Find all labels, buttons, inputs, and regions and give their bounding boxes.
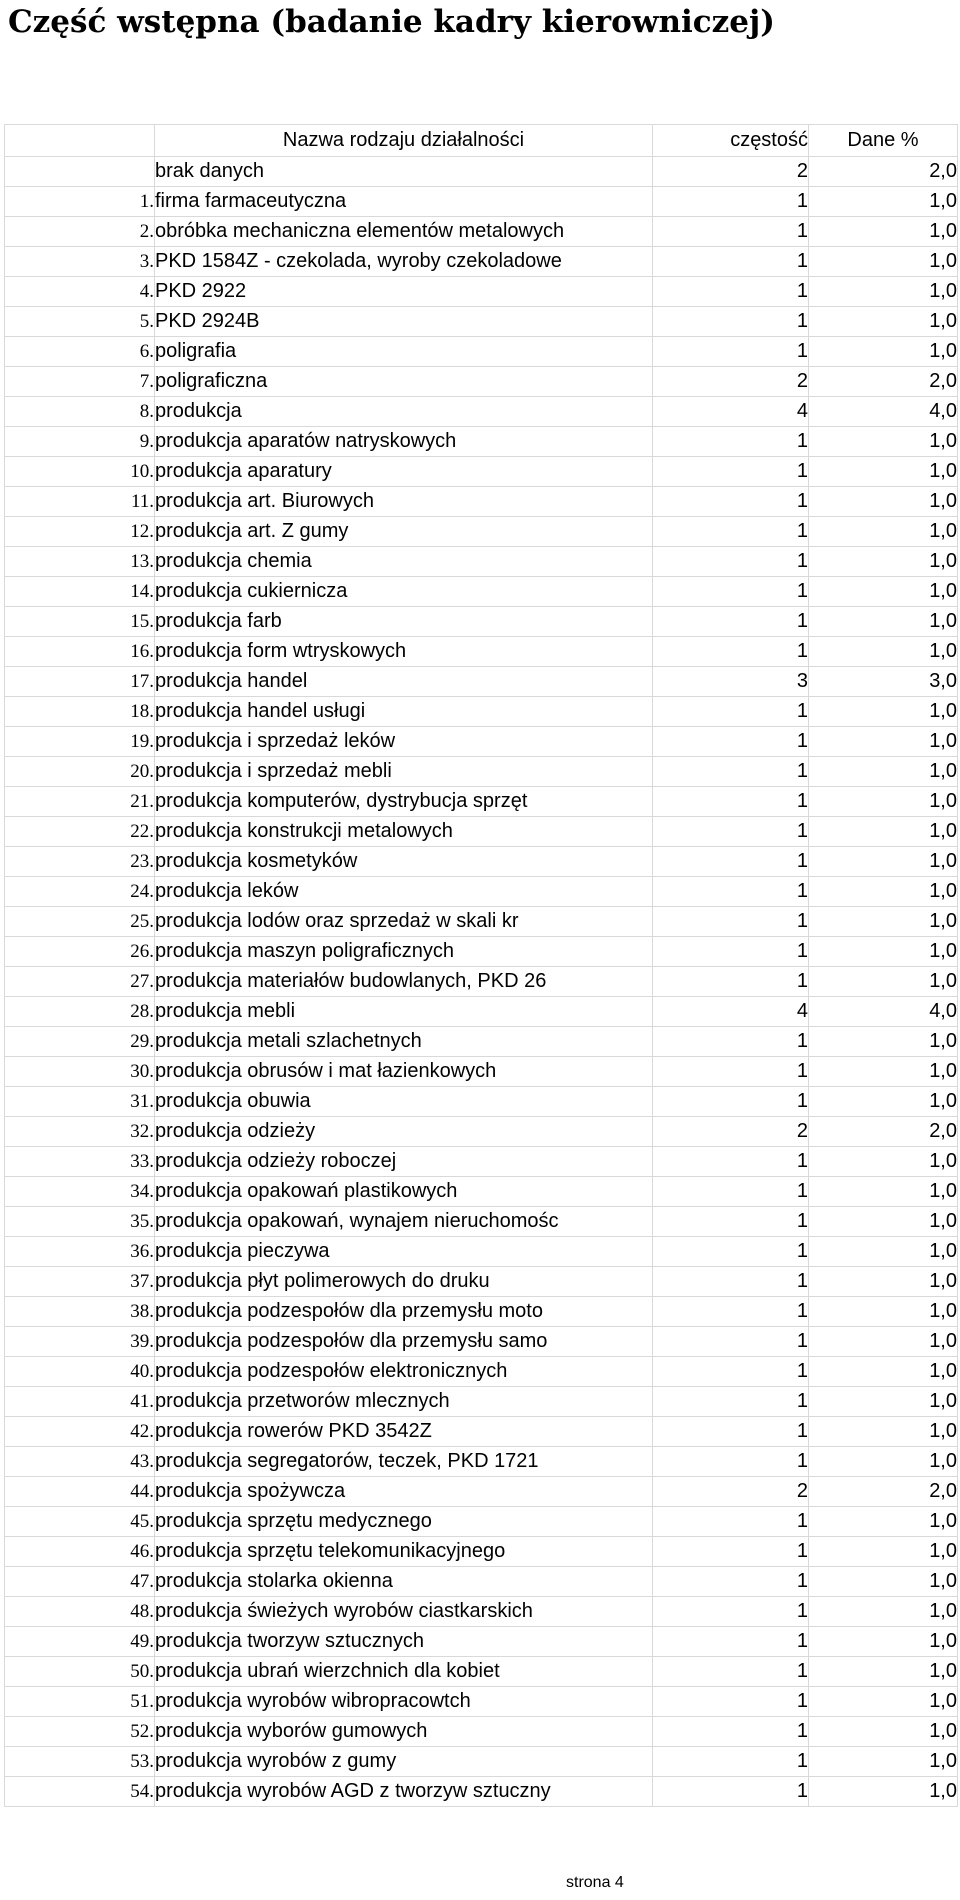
- activity-name: produkcja opakowań, wynajem nieruchomośc: [155, 1207, 653, 1237]
- activity-name: produkcja wyrobów AGD z tworzyw sztuczny: [155, 1777, 653, 1807]
- percent-value: 1,0: [809, 277, 958, 307]
- table-row: [5, 1327, 958, 1357]
- activity-name: obróbka mechaniczna elementów metalowych: [155, 217, 653, 247]
- table-row: [5, 787, 958, 817]
- row-number: 30.: [5, 1057, 155, 1087]
- percent-value: 1,0: [809, 1027, 958, 1057]
- frequency-value: 4: [653, 997, 809, 1027]
- percent-value: 1,0: [809, 517, 958, 547]
- frequency-value: 1: [653, 757, 809, 787]
- frequency-value: 1: [653, 1747, 809, 1777]
- percent-value: 1,0: [809, 337, 958, 367]
- table-row: [5, 1087, 958, 1117]
- frequency-value: 1: [653, 1537, 809, 1567]
- row-number: 48.: [5, 1597, 155, 1627]
- frequency-value: 2: [653, 1477, 809, 1507]
- activity-name: produkcja sprzętu medycznego: [155, 1507, 653, 1537]
- frequency-value: 1: [653, 1297, 809, 1327]
- table-row: [5, 637, 958, 667]
- row-number: 39.: [5, 1327, 155, 1357]
- percent-value: 1,0: [809, 547, 958, 577]
- row-number: 11.: [5, 487, 155, 517]
- activity-name: brak danych: [155, 157, 653, 187]
- table-row: [5, 307, 958, 337]
- row-number: 40.: [5, 1357, 155, 1387]
- header-frequency: częstość: [653, 125, 809, 157]
- table-row: [5, 337, 958, 367]
- table-row: [5, 877, 958, 907]
- percent-value: 1,0: [809, 1177, 958, 1207]
- activity-name: produkcja podzespołów elektronicznych: [155, 1357, 653, 1387]
- row-number: 6.: [5, 337, 155, 367]
- frequency-value: 1: [653, 1657, 809, 1687]
- table-row: [5, 187, 958, 217]
- row-number: 22.: [5, 817, 155, 847]
- percent-value: 1,0: [809, 1357, 958, 1387]
- frequency-value: 1: [653, 247, 809, 277]
- frequency-value: 1: [653, 1237, 809, 1267]
- percent-value: 1,0: [809, 1717, 958, 1747]
- table-row: [5, 397, 958, 427]
- percent-value: 1,0: [809, 1267, 958, 1297]
- activity-name: produkcja wyrobów z gumy: [155, 1747, 653, 1777]
- percent-value: 1,0: [809, 1657, 958, 1687]
- activity-name: produkcja wyrobów wibropracowtch: [155, 1687, 653, 1717]
- percent-value: 3,0: [809, 667, 958, 697]
- table-row: [5, 547, 958, 577]
- frequency-value: 1: [653, 817, 809, 847]
- activity-name: produkcja cukiernicza: [155, 577, 653, 607]
- percent-value: 2,0: [809, 1117, 958, 1147]
- percent-value: 1,0: [809, 487, 958, 517]
- table-row: [5, 1777, 958, 1807]
- header-activity-name: Nazwa rodzaju działalności: [155, 125, 653, 157]
- table-row: [5, 1627, 958, 1657]
- frequency-value: 1: [653, 1627, 809, 1657]
- percent-value: 1,0: [809, 247, 958, 277]
- row-number: 20.: [5, 757, 155, 787]
- table-row: [5, 517, 958, 547]
- row-number: 36.: [5, 1237, 155, 1267]
- row-number: 28.: [5, 997, 155, 1027]
- activity-name: produkcja pieczywa: [155, 1237, 653, 1267]
- activity-name: PKD 2922: [155, 277, 653, 307]
- activity-name: produkcja aparatury: [155, 457, 653, 487]
- row-number: 15.: [5, 607, 155, 637]
- activity-name: produkcja segregatorów, teczek, PKD 1721: [155, 1447, 653, 1477]
- activity-name: produkcja płyt polimerowych do druku: [155, 1267, 653, 1297]
- percent-value: 1,0: [809, 1327, 958, 1357]
- table-row: [5, 1507, 958, 1537]
- row-number: 12.: [5, 517, 155, 547]
- percent-value: 1,0: [809, 427, 958, 457]
- frequency-value: 1: [653, 1027, 809, 1057]
- row-number: 16.: [5, 637, 155, 667]
- percent-value: 1,0: [809, 1387, 958, 1417]
- table-row: [5, 1057, 958, 1087]
- row-number: 35.: [5, 1207, 155, 1237]
- row-number: 14.: [5, 577, 155, 607]
- activity-table: [4, 124, 958, 1807]
- row-number: 27.: [5, 967, 155, 997]
- row-number: 4.: [5, 277, 155, 307]
- activity-name: poligrafia: [155, 337, 653, 367]
- frequency-value: 1: [653, 697, 809, 727]
- percent-value: 1,0: [809, 1417, 958, 1447]
- activity-name: poligraficzna: [155, 367, 653, 397]
- header-number: [5, 125, 155, 157]
- row-number: 50.: [5, 1657, 155, 1687]
- percent-value: 1,0: [809, 307, 958, 337]
- percent-value: 1,0: [809, 187, 958, 217]
- table-row: [5, 427, 958, 457]
- table-row: [5, 817, 958, 847]
- table-row: [5, 607, 958, 637]
- row-number: 33.: [5, 1147, 155, 1177]
- row-number: 51.: [5, 1687, 155, 1717]
- activity-name: produkcja komputerów, dystrybucja sprzęt: [155, 787, 653, 817]
- row-number: 32.: [5, 1117, 155, 1147]
- frequency-value: 1: [653, 1327, 809, 1357]
- table-row: [5, 1747, 958, 1777]
- row-number: [5, 157, 155, 187]
- row-number: 26.: [5, 937, 155, 967]
- activity-name: produkcja spożywcza: [155, 1477, 653, 1507]
- activity-name: produkcja form wtryskowych: [155, 637, 653, 667]
- activity-name: produkcja stolarka okienna: [155, 1567, 653, 1597]
- frequency-value: 1: [653, 877, 809, 907]
- frequency-value: 1: [653, 337, 809, 367]
- frequency-value: 1: [653, 487, 809, 517]
- row-number: 7.: [5, 367, 155, 397]
- percent-value: 1,0: [809, 217, 958, 247]
- frequency-value: 1: [653, 787, 809, 817]
- table-row: [5, 1477, 958, 1507]
- row-number: 21.: [5, 787, 155, 817]
- table-header-row: [5, 125, 958, 157]
- page-number: strona 4: [566, 1874, 624, 1891]
- frequency-value: 1: [653, 1387, 809, 1417]
- table-row: [5, 367, 958, 397]
- percent-value: 1,0: [809, 1207, 958, 1237]
- activity-name: produkcja odzieży roboczej: [155, 1147, 653, 1177]
- percent-value: 1,0: [809, 1447, 958, 1477]
- percent-value: 4,0: [809, 997, 958, 1027]
- table-row: [5, 1597, 958, 1627]
- activity-name: produkcja art. Z gumy: [155, 517, 653, 547]
- frequency-value: 1: [653, 907, 809, 937]
- table-row: [5, 1267, 958, 1297]
- table-row: [5, 1207, 958, 1237]
- percent-value: 1,0: [809, 1507, 958, 1537]
- table-row: [5, 1567, 958, 1597]
- frequency-value: 1: [653, 1057, 809, 1087]
- activity-name: produkcja art. Biurowych: [155, 487, 653, 517]
- table-row: [5, 247, 958, 277]
- frequency-value: 1: [653, 457, 809, 487]
- activity-name: produkcja odzieży: [155, 1117, 653, 1147]
- activity-name: produkcja podzespołów dla przemysłu moto: [155, 1297, 653, 1327]
- activity-name: produkcja sprzętu telekomunikacyjnego: [155, 1537, 653, 1567]
- row-number: 19.: [5, 727, 155, 757]
- activity-name: produkcja tworzyw sztucznych: [155, 1627, 653, 1657]
- table-row: [5, 1027, 958, 1057]
- row-number: 41.: [5, 1387, 155, 1417]
- page-title: Część wstępna (badanie kadry kierowniczej): [8, 4, 775, 40]
- row-number: 29.: [5, 1027, 155, 1057]
- frequency-value: 1: [653, 727, 809, 757]
- activity-name: produkcja metali szlachetnych: [155, 1027, 653, 1057]
- percent-value: 1,0: [809, 1777, 958, 1807]
- activity-name: produkcja farb: [155, 607, 653, 637]
- table-row: [5, 1687, 958, 1717]
- row-number: 8.: [5, 397, 155, 427]
- frequency-value: 2: [653, 157, 809, 187]
- frequency-value: 1: [653, 1507, 809, 1537]
- frequency-value: 1: [653, 1687, 809, 1717]
- row-number: 47.: [5, 1567, 155, 1597]
- table-row: [5, 457, 958, 487]
- row-number: 53.: [5, 1747, 155, 1777]
- percent-value: 2,0: [809, 367, 958, 397]
- row-number: 38.: [5, 1297, 155, 1327]
- table-body: [5, 157, 958, 1807]
- table-row: [5, 937, 958, 967]
- activity-name: PKD 2924B: [155, 307, 653, 337]
- frequency-value: 1: [653, 277, 809, 307]
- row-number: 44.: [5, 1477, 155, 1507]
- percent-value: 1,0: [809, 937, 958, 967]
- frequency-value: 1: [653, 1087, 809, 1117]
- row-number: 24.: [5, 877, 155, 907]
- table-row: [5, 847, 958, 877]
- frequency-value: 2: [653, 367, 809, 397]
- table-row: [5, 997, 958, 1027]
- activity-name: produkcja maszyn poligraficznych: [155, 937, 653, 967]
- row-number: 54.: [5, 1777, 155, 1807]
- row-number: 52.: [5, 1717, 155, 1747]
- frequency-value: 1: [653, 607, 809, 637]
- table-row: [5, 907, 958, 937]
- table-row: [5, 1237, 958, 1267]
- percent-value: 2,0: [809, 157, 958, 187]
- row-number: 37.: [5, 1267, 155, 1297]
- table-row: [5, 577, 958, 607]
- table-row: [5, 1357, 958, 1387]
- percent-value: 1,0: [809, 1087, 958, 1117]
- activity-name: produkcja aparatów natryskowych: [155, 427, 653, 457]
- activity-name: produkcja świeżych wyrobów ciastkarskich: [155, 1597, 653, 1627]
- frequency-value: 1: [653, 1777, 809, 1807]
- percent-value: 1,0: [809, 847, 958, 877]
- row-number: 9.: [5, 427, 155, 457]
- frequency-value: 1: [653, 1417, 809, 1447]
- activity-name: produkcja przetworów mlecznych: [155, 1387, 653, 1417]
- frequency-value: 1: [653, 1567, 809, 1597]
- table-row: [5, 1537, 958, 1567]
- row-number: 49.: [5, 1627, 155, 1657]
- activity-name: produkcja mebli: [155, 997, 653, 1027]
- percent-value: 1,0: [809, 1687, 958, 1717]
- activity-name: produkcja chemia: [155, 547, 653, 577]
- activity-name: produkcja handel usługi: [155, 697, 653, 727]
- row-number: 3.: [5, 247, 155, 277]
- frequency-value: 3: [653, 667, 809, 697]
- percent-value: 1,0: [809, 967, 958, 997]
- frequency-value: 1: [653, 547, 809, 577]
- activity-name: produkcja: [155, 397, 653, 427]
- percent-value: 1,0: [809, 817, 958, 847]
- activity-name: produkcja podzespołów dla przemysłu samo: [155, 1327, 653, 1357]
- percent-value: 1,0: [809, 1147, 958, 1177]
- frequency-value: 1: [653, 637, 809, 667]
- frequency-value: 1: [653, 1207, 809, 1237]
- frequency-value: 1: [653, 1597, 809, 1627]
- activity-name: produkcja materiałów budowlanych, PKD 26: [155, 967, 653, 997]
- activity-name: produkcja ubrań wierzchnich dla kobiet: [155, 1657, 653, 1687]
- table-row: [5, 967, 958, 997]
- row-number: 10.: [5, 457, 155, 487]
- activity-name: produkcja wyborów gumowych: [155, 1717, 653, 1747]
- percent-value: 1,0: [809, 457, 958, 487]
- frequency-value: 1: [653, 307, 809, 337]
- activity-name: firma farmaceutyczna: [155, 187, 653, 217]
- frequency-value: 1: [653, 517, 809, 547]
- row-number: 23.: [5, 847, 155, 877]
- table-row: [5, 1297, 958, 1327]
- row-number: 46.: [5, 1537, 155, 1567]
- frequency-value: 1: [653, 1177, 809, 1207]
- percent-value: 1,0: [809, 1747, 958, 1777]
- percent-value: 1,0: [809, 1567, 958, 1597]
- percent-value: 1,0: [809, 787, 958, 817]
- table-row: [5, 1117, 958, 1147]
- table-row: [5, 1417, 958, 1447]
- frequency-value: 1: [653, 1447, 809, 1477]
- table-row: [5, 1447, 958, 1477]
- percent-value: 1,0: [809, 697, 958, 727]
- activity-name: produkcja konstrukcji metalowych: [155, 817, 653, 847]
- row-number: 45.: [5, 1507, 155, 1537]
- percent-value: 1,0: [809, 727, 958, 757]
- percent-value: 4,0: [809, 397, 958, 427]
- table-row: [5, 157, 958, 187]
- activity-name: produkcja opakowań plastikowych: [155, 1177, 653, 1207]
- frequency-value: 1: [653, 967, 809, 997]
- table-row: [5, 1177, 958, 1207]
- percent-value: 1,0: [809, 1537, 958, 1567]
- row-number: 1.: [5, 187, 155, 217]
- row-number: 17.: [5, 667, 155, 697]
- percent-value: 1,0: [809, 1627, 958, 1657]
- activity-name: produkcja obuwia: [155, 1087, 653, 1117]
- activity-name: produkcja rowerów PKD 3542Z: [155, 1417, 653, 1447]
- frequency-value: 1: [653, 847, 809, 877]
- activity-name: produkcja lodów oraz sprzedaż w skali kr: [155, 907, 653, 937]
- frequency-value: 1: [653, 187, 809, 217]
- frequency-value: 1: [653, 427, 809, 457]
- row-number: 25.: [5, 907, 155, 937]
- percent-value: 1,0: [809, 1057, 958, 1087]
- activity-name: produkcja handel: [155, 667, 653, 697]
- activity-name: produkcja i sprzedaż mebli: [155, 757, 653, 787]
- frequency-value: 1: [653, 577, 809, 607]
- percent-value: 1,0: [809, 607, 958, 637]
- percent-value: 1,0: [809, 907, 958, 937]
- row-number: 5.: [5, 307, 155, 337]
- row-number: 13.: [5, 547, 155, 577]
- row-number: 31.: [5, 1087, 155, 1117]
- activity-name: PKD 1584Z - czekolada, wyroby czekoladowe: [155, 247, 653, 277]
- row-number: 43.: [5, 1447, 155, 1477]
- percent-value: 1,0: [809, 1237, 958, 1267]
- percent-value: 2,0: [809, 1477, 958, 1507]
- frequency-value: 1: [653, 1357, 809, 1387]
- table-row: [5, 1387, 958, 1417]
- row-number: 34.: [5, 1177, 155, 1207]
- row-number: 42.: [5, 1417, 155, 1447]
- table-row: [5, 217, 958, 247]
- table-row: [5, 667, 958, 697]
- table-row: [5, 727, 958, 757]
- frequency-value: 1: [653, 1147, 809, 1177]
- row-number: 18.: [5, 697, 155, 727]
- table-row: [5, 757, 958, 787]
- activity-name: produkcja i sprzedaż leków: [155, 727, 653, 757]
- header-percent: Dane %: [809, 125, 958, 157]
- frequency-value: 4: [653, 397, 809, 427]
- frequency-value: 1: [653, 1717, 809, 1747]
- frequency-value: 1: [653, 937, 809, 967]
- percent-value: 1,0: [809, 757, 958, 787]
- activity-name: produkcja kosmetyków: [155, 847, 653, 877]
- frequency-value: 2: [653, 1117, 809, 1147]
- percent-value: 1,0: [809, 1597, 958, 1627]
- table-row: [5, 487, 958, 517]
- table-row: [5, 1657, 958, 1687]
- row-number: 2.: [5, 217, 155, 247]
- activity-name: produkcja leków: [155, 877, 653, 907]
- table-row: [5, 1717, 958, 1747]
- frequency-value: 1: [653, 1267, 809, 1297]
- table-row: [5, 1147, 958, 1177]
- table-row: [5, 697, 958, 727]
- activity-name: produkcja obrusów i mat łazienkowych: [155, 1057, 653, 1087]
- percent-value: 1,0: [809, 577, 958, 607]
- percent-value: 1,0: [809, 637, 958, 667]
- percent-value: 1,0: [809, 1297, 958, 1327]
- percent-value: 1,0: [809, 877, 958, 907]
- table-row: [5, 277, 958, 307]
- frequency-value: 1: [653, 217, 809, 247]
